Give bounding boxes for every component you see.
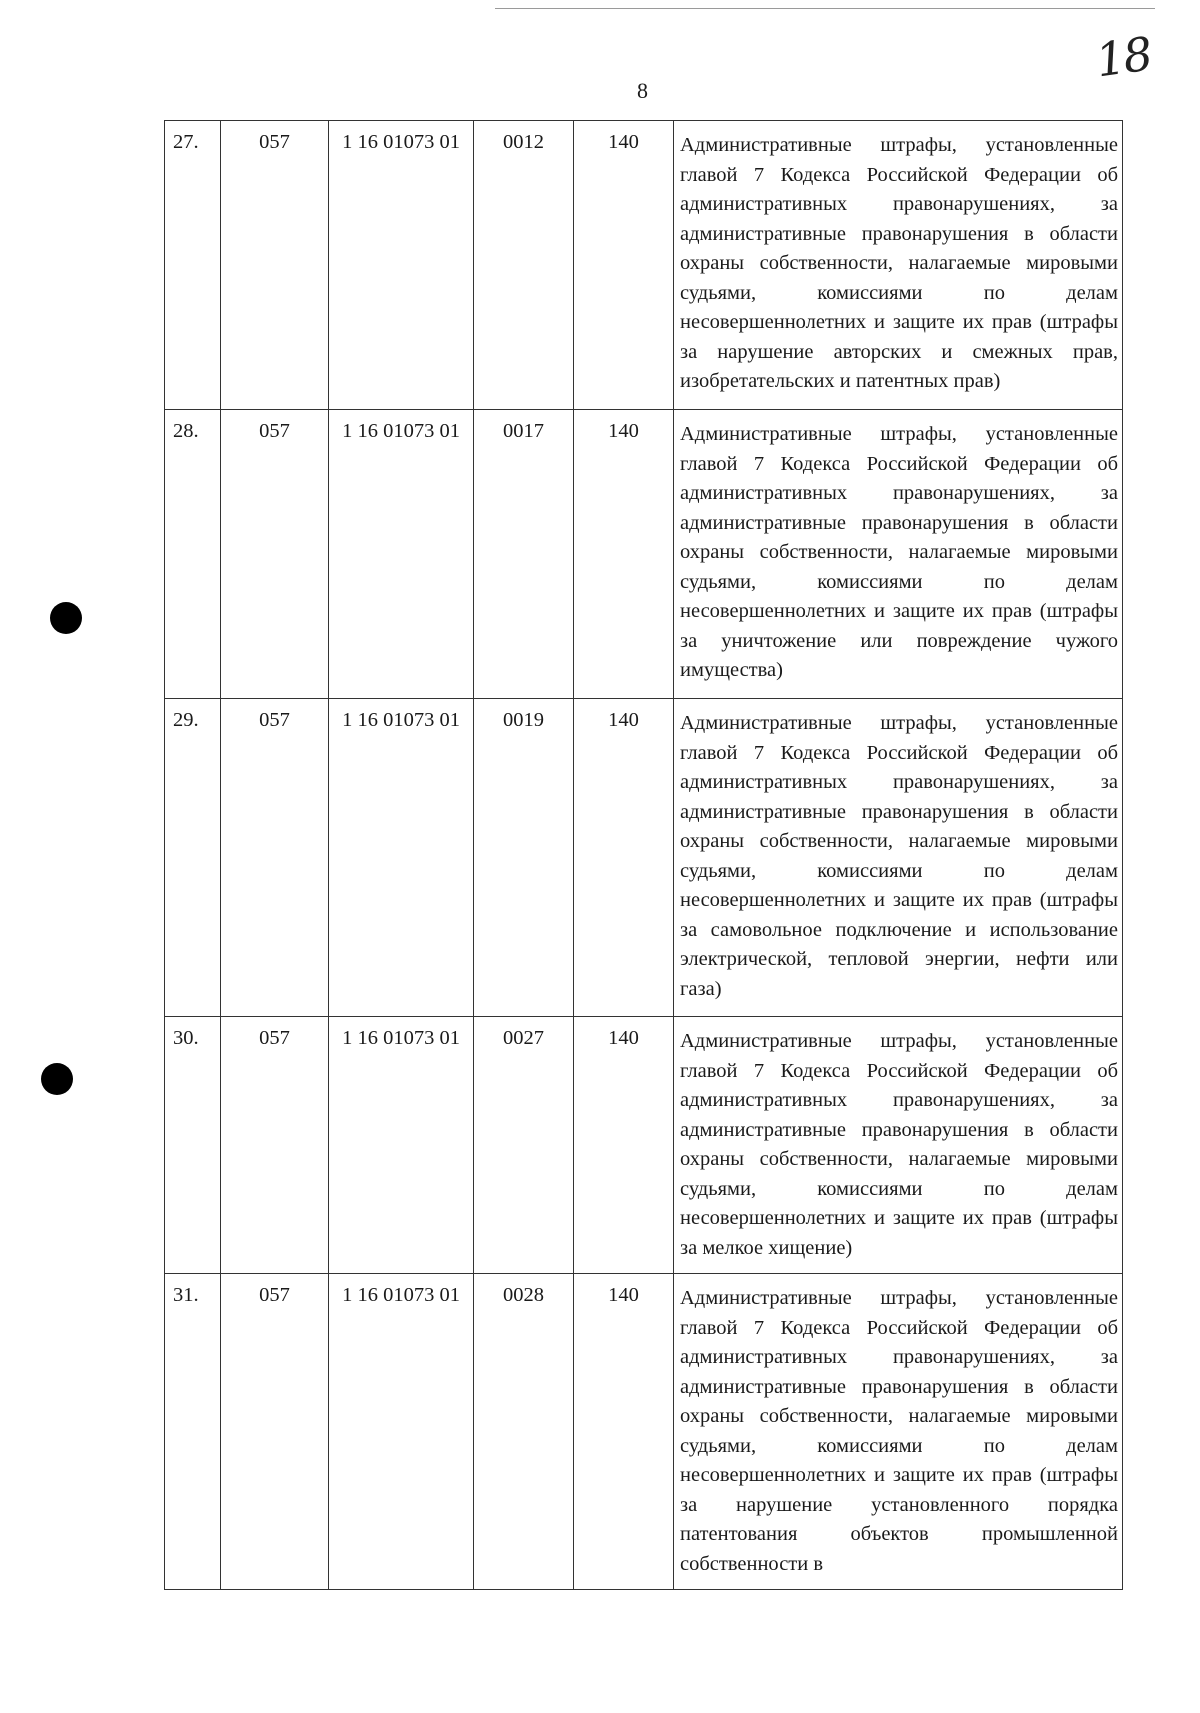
subtype-code: 0017 — [474, 410, 574, 699]
description: Административные штрафы, установленные главой 7 Кодекса Российской Федерации об административных правонарушениях, за административные правонарушения в области охраны собственности, налагаемые мировыми судьями, комиссиями по делам несовершеннолетних и защите их прав (штрафы за нарушение установленного порядка патентования объектов промышленной собственности в — [674, 1274, 1123, 1590]
kosgu-code: 140 — [574, 410, 674, 699]
table-row — [165, 1274, 1123, 1590]
punch-hole — [41, 1063, 73, 1095]
income-code: 1 16 01073 01 — [329, 1017, 474, 1274]
kosgu-code: 140 — [574, 699, 674, 1017]
budget-codes-table — [164, 120, 1123, 1590]
scan-edge-line — [495, 8, 1155, 9]
admin-code: 057 — [221, 410, 329, 699]
punch-hole — [50, 602, 82, 634]
table-row — [165, 410, 1123, 699]
page-number: 8 — [637, 78, 648, 103]
admin-code: 057 — [221, 699, 329, 1017]
description: Административные штрафы, установленные главой 7 Кодекса Российской Федерации об административных правонарушениях, за административные правонарушения в области охраны собственности, налагаемые мировыми судьями, комиссиями по делам несовершеннолетних и защите их прав (штрафы за нарушение авторских и смежных прав, изобретательских и патентных прав) — [674, 121, 1123, 410]
description: Административные штрафы, установленные главой 7 Кодекса Российской Федерации об административных правонарушениях, за административные правонарушения в области охраны собственности, налагаемые мировыми судьями, комиссиями по делам несовершеннолетних и защите их прав (штрафы за уничтожение или повреждение чужого имущества) — [674, 410, 1123, 699]
kosgu-code: 140 — [574, 1274, 674, 1590]
income-code: 1 16 01073 01 — [329, 699, 474, 1017]
subtype-code: 0019 — [474, 699, 574, 1017]
income-code: 1 16 01073 01 — [329, 121, 474, 410]
admin-code: 057 — [221, 121, 329, 410]
row-number: 31. — [165, 1274, 221, 1590]
subtype-code: 0027 — [474, 1017, 574, 1274]
table-row — [165, 121, 1123, 410]
kosgu-code: 140 — [574, 121, 674, 410]
row-number: 29. — [165, 699, 221, 1017]
description: Административные штрафы, установленные главой 7 Кодекса Российской Федерации об административных правонарушениях, за административные правонарушения в области охраны собственности, налагаемые мировыми судьями, комиссиями по делам несовершеннолетних и защите их прав (штрафы за мелкое хищение) — [674, 1017, 1123, 1274]
income-code: 1 16 01073 01 — [329, 1274, 474, 1590]
subtype-code: 0028 — [474, 1274, 574, 1590]
subtype-code: 0012 — [474, 121, 574, 410]
table-row — [165, 699, 1123, 1017]
kosgu-code: 140 — [574, 1017, 674, 1274]
row-number: 30. — [165, 1017, 221, 1274]
admin-code: 057 — [221, 1274, 329, 1590]
income-code: 1 16 01073 01 — [329, 410, 474, 699]
handwritten-page-mark: 18 — [1092, 26, 1155, 88]
table-row — [165, 1017, 1123, 1274]
row-number: 27. — [165, 121, 221, 410]
row-number: 28. — [165, 410, 221, 699]
admin-code: 057 — [221, 1017, 329, 1274]
description: Административные штрафы, установленные главой 7 Кодекса Российской Федерации об административных правонарушениях, за административные правонарушения в области охраны собственности, налагаемые мировыми судьями, комиссиями по делам несовершеннолетних и защите их прав (штрафы за самовольное подключение и использование электрической, тепловой энергии, нефти или газа) — [674, 699, 1123, 1017]
